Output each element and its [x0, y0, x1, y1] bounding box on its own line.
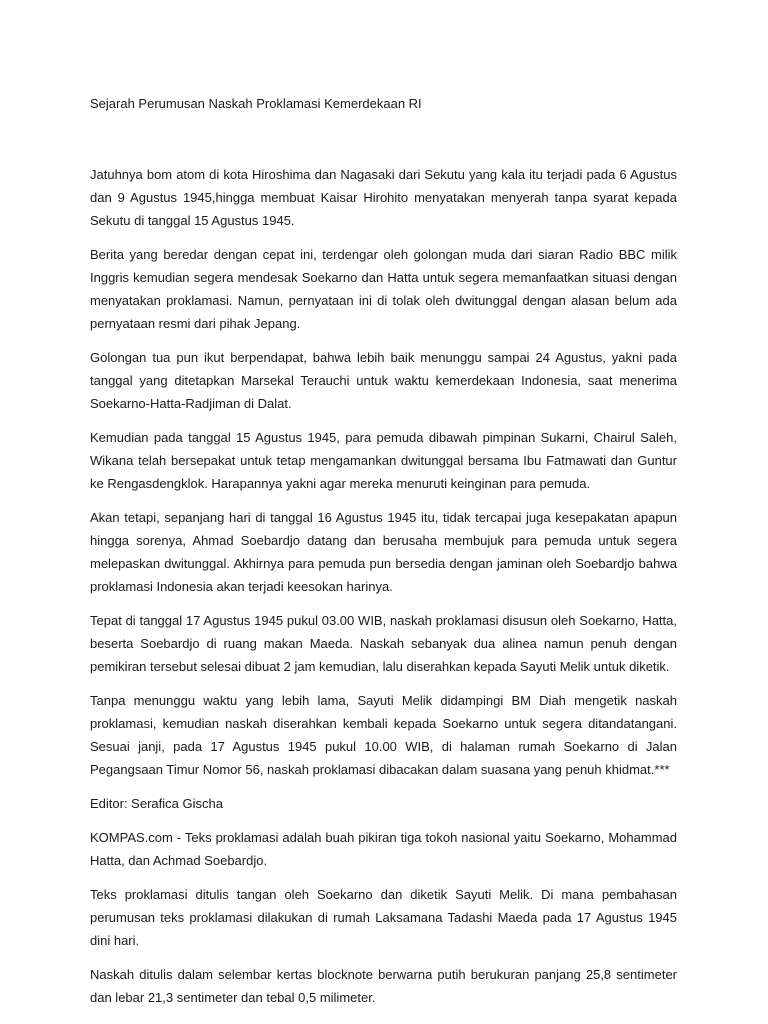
paragraph: Kemudian pada tanggal 15 Agustus 1945, para pemuda dibawah pimpinan Sukarni, Chairul Saleh, Wikana telah bersepakat untuk tetap mengamankan dwitunggal bersama Ibu Fatmawati dan Guntur ke Rengasdengklok. Harapannya yakni agar mereka menuruti keinginan para pemuda. — [90, 430, 677, 491]
paragraph: Tanpa menunggu waktu yang lebih lama, Sayuti Melik didampingi BM Diah mengetik naskah proklamasi, kemudian naskah diserahkan kembali kepada Soekarno untuk segera ditandatangani. Sesuai janji, pada 17 Agustus 1945 pukul 10.00 WIB, di halaman rumah Soekarno di Jalan Pegangsaan Timur Nomor 56, naskah proklamasi dibacakan dalam suasana yang penuh khidmat.*** — [90, 693, 677, 777]
paragraph: Teks proklamasi ditulis tangan oleh Soekarno dan diketik Sayuti Melik. Di mana pembahasan perumusan teks proklamasi dilakukan di rumah Laksamana Tadashi Maeda pada 17 Agustus 1945 dini hari. — [90, 887, 677, 948]
editor-credit: Editor: Serafica Gischa — [90, 796, 223, 811]
document-page — [90, 92, 677, 1020]
paragraph: Berita yang beredar dengan cepat ini, terdengar oleh golongan muda dari siaran Radio BBC milik Inggris kemudian segera mendesak Soekarno dan Hatta untuk segera memanfaatkan situasi dengan menyatakan proklamasi. Namun, pernyataan ini di tolak oleh dwitunggal dengan alasan belum ada pernyataan resmi dari pihak Jepang. — [90, 247, 677, 331]
paragraph: Naskah ditulis dalam selembar kertas blocknote berwarna putih berukuran panjang 25,8 sentimeter dan lebar 21,3 sentimeter dan tebal 0,5 milimeter. — [90, 967, 677, 1005]
body-section-1 — [90, 163, 677, 781]
paragraph: Akan tetapi, sepanjang hari di tanggal 16 Agustus 1945 itu, tidak tercapai juga kesepakatan apapun hingga sorenya, Ahmad Soebardjo datang dan berusaha membujuk para pemuda untuk segera melepaskan dwitunggal. Akhirnya para pemuda pun bersedia dengan jaminan oleh Soebardjo bahwa proklamasi Indonesia akan terjadi keesokan harinya. — [90, 510, 677, 594]
paragraph: Tepat di tanggal 17 Agustus 1945 pukul 03.00 WIB, naskah proklamasi disusun oleh Soekarno, Hatta, beserta Soebardjo di ruang makan Maeda. Naskah sebanyak dua alinea namun penuh dengan pemikiran tersebut selesai dibuat 2 jam kemudian, lalu diserahkan kepada Sayuti Melik untuk diketik. — [90, 613, 677, 674]
paragraph: KOMPAS.com - Teks proklamasi adalah buah pikiran tiga tokoh nasional yaitu Soekarno, Mohammad Hatta, dan Achmad Soebardjo. — [90, 830, 677, 868]
paragraph: Jatuhnya bom atom di kota Hiroshima dan Nagasaki dari Sekutu yang kala itu terjadi pada 6 Agustus dan 9 Agustus 1945,hingga membuat Kaisar Hirohito menyatakan menyerah tanpa syarat kepada Sekutu di tanggal 15 Agustus 1945. — [90, 167, 677, 228]
body-section-2 — [90, 826, 677, 1009]
paragraph: Golongan tua pun ikut berpendapat, bahwa lebih baik menunggu sampai 24 Agustus, yakni pada tanggal yang ditetapkan Marsekal Terauchi untuk waktu kemerdekaan Indonesia, saat menerima Soekarno-Hatta-Radjiman di Dalat. — [90, 350, 677, 411]
document-title: Sejarah Perumusan Naskah Proklamasi Kemerdekaan RI — [90, 96, 422, 111]
